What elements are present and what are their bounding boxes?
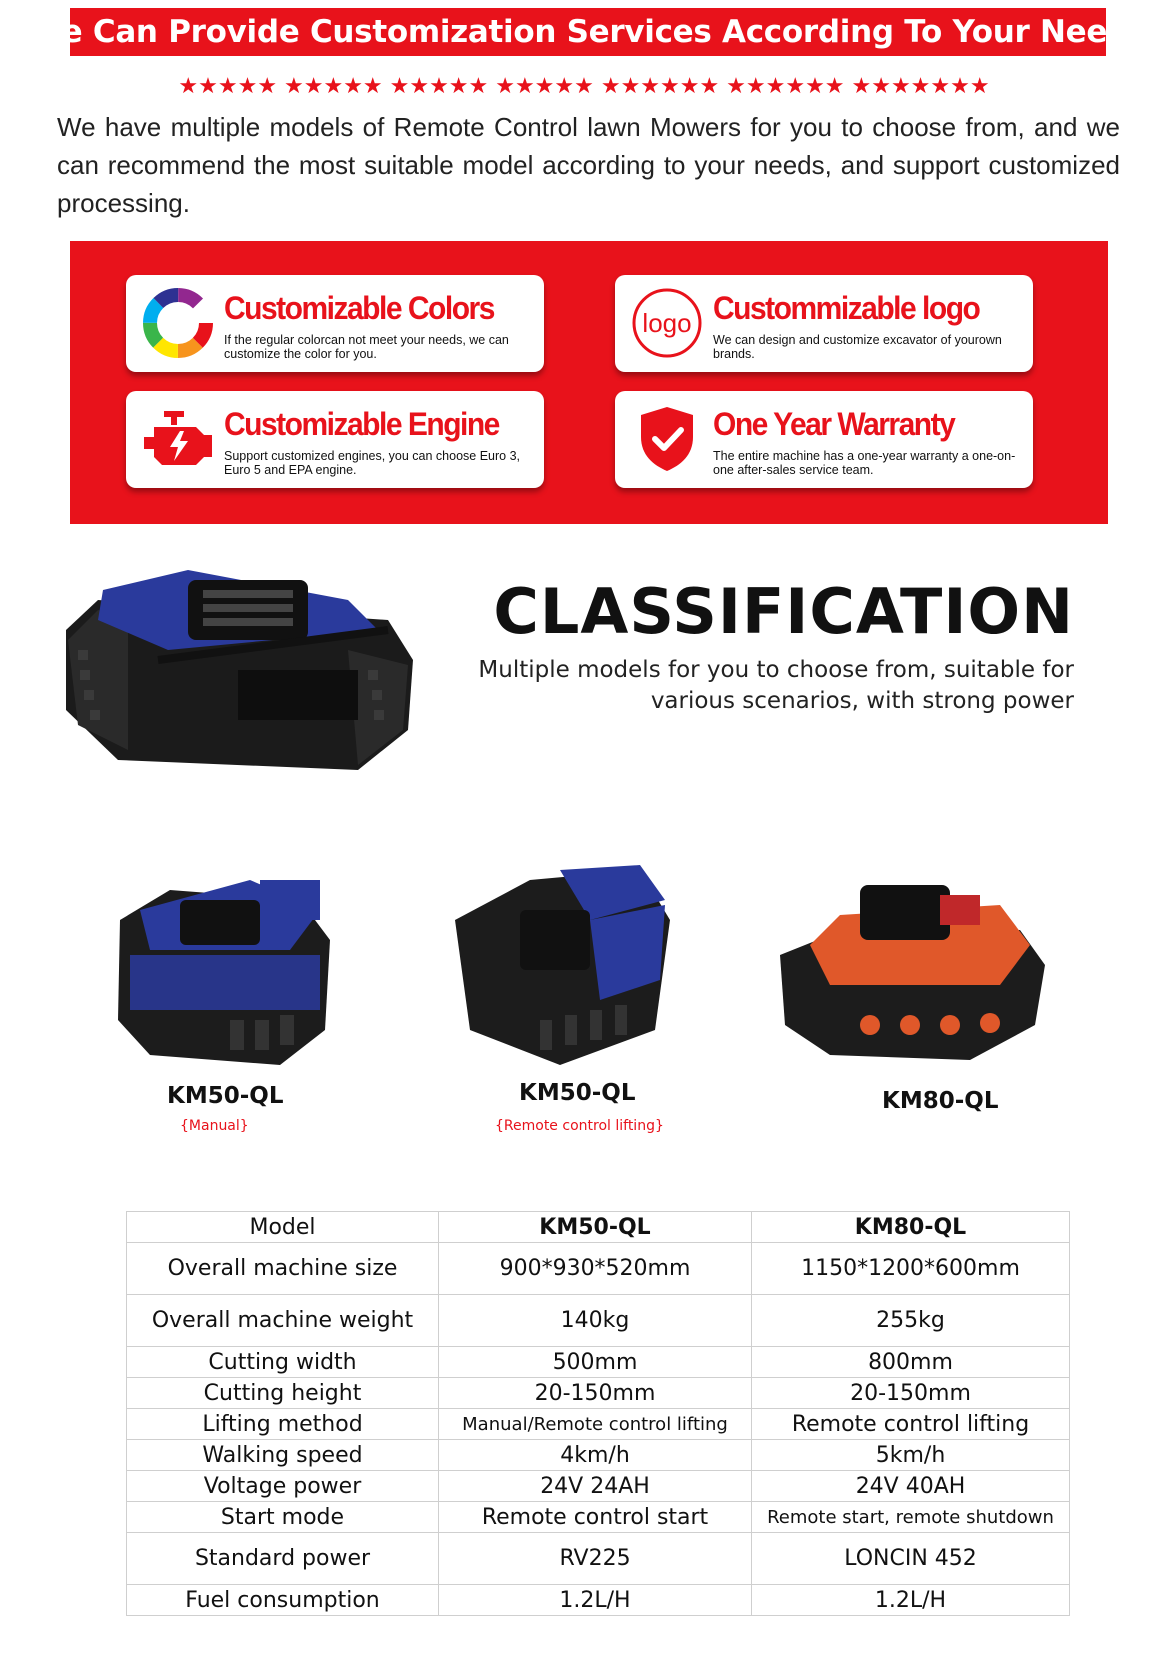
table-cell: 800mm [752,1347,1070,1378]
features-panel [70,241,1108,524]
feature-title: Custommizable logo [713,291,980,327]
product-image-km50-manual [110,870,340,1070]
hero-mower-image [58,560,420,782]
logo-badge-text: logo [642,308,692,338]
table-cell: 20-150mm [439,1378,752,1409]
table-cell: 24V 24AH [439,1471,752,1502]
product-image-km50-remote [440,860,680,1070]
table-row [127,1440,1070,1471]
table-cell: 1150*1200*600mm [752,1243,1070,1295]
table-cell: Cutting width [127,1347,439,1378]
product-note: {Manual} [180,1118,249,1134]
table-header-cell: KM80-QL [752,1212,1070,1243]
feature-title: Customizable Colors [224,291,494,327]
table-cell: Standard power [127,1533,439,1585]
product-name: KM80-QL [882,1088,999,1114]
top-banner [28,8,1148,56]
product-note: {Remote control lifting} [495,1118,664,1134]
table-cell: Overall machine size [127,1243,439,1295]
table-cell: 20-150mm [752,1378,1070,1409]
table-cell: Manual/Remote control lifting [439,1409,752,1440]
table-row [127,1471,1070,1502]
feature-desc: Support customized engines, you can choose Euro 3, Euro 5 and EPA engine. [224,449,521,477]
classification-subtitle: Multiple models for you to choose from, suitable for various scenarios, with strong power [478,657,1074,714]
table-cell: Remote start, remote shutdown [752,1502,1070,1533]
feature-title: Customizable Engine [224,407,499,443]
table-cell: Remote control lifting [752,1409,1070,1440]
feature-card-colors [126,275,544,372]
product-image-km80 [770,875,1050,1065]
feature-card-engine [126,391,544,488]
table-row [127,1585,1070,1616]
feature-title: One Year Warranty [713,407,955,443]
table-row [127,1378,1070,1409]
table-header-cell: Model [127,1212,439,1243]
table-cell: Fuel consumption [127,1585,439,1616]
product-name: KM50-QL [519,1080,636,1106]
star-divider: ★★★★★ ★★★★★ ★★★★★ ★★★★★ ★★★★★★ ★★★★★★ ★★★★★★★ [178,74,990,99]
table-cell: 1.2L/H [752,1585,1070,1616]
table-cell: 1.2L/H [439,1585,752,1616]
table-header-row [127,1212,1070,1243]
table-cell: Voltage power [127,1471,439,1502]
table-row [127,1409,1070,1440]
feature-card-logo [615,275,1033,372]
feature-card-warranty [615,391,1033,488]
table-row [127,1295,1070,1347]
table-row [127,1533,1070,1585]
feature-desc: We can design and customize excavator of yourown brands. [713,333,1002,361]
table-cell: Walking speed [127,1440,439,1471]
intro-paragraph: We have multiple models of Remote Control lawn Mowers for you to choose from, and we can recommend the most suitable model according to your needs, and support customized processing. [57,112,1120,218]
table-cell: 4km/h [439,1440,752,1471]
table-cell: Remote control start [439,1502,752,1533]
logo-badge-icon [629,285,705,361]
table-header-cell: KM50-QL [439,1212,752,1243]
engine-icon [140,401,216,477]
table-cell: Lifting method [127,1409,439,1440]
table-cell: 500mm [439,1347,752,1378]
banner-title: We Can Provide Customization Services According To Your Needs [28,14,1148,50]
table-cell: Overall machine weight [127,1295,439,1347]
table-cell: 255kg [752,1295,1070,1347]
table-cell: 24V 40AH [752,1471,1070,1502]
feature-desc: If the regular colorcan not meet your needs, we can customize the color for you. [224,333,509,361]
shield-check-icon [629,401,705,477]
table-cell: Cutting height [127,1378,439,1409]
table-row [127,1502,1070,1533]
classification-title: CLASSIFICATION [493,575,1074,648]
table-cell: Start mode [127,1502,439,1533]
feature-desc: The entire machine has a one-year warranty a one-on-one after-sales service team. [713,449,1016,477]
table-row [127,1243,1070,1295]
table-cell: 140kg [439,1295,752,1347]
color-wheel-icon [140,285,216,361]
table-cell: RV225 [439,1533,752,1585]
table-cell: LONCIN 452 [752,1533,1070,1585]
product-name: KM50-QL [167,1083,284,1109]
spec-table [126,1211,1070,1616]
table-cell: 900*930*520mm [439,1243,752,1295]
table-row [127,1347,1070,1378]
table-cell: 5km/h [752,1440,1070,1471]
